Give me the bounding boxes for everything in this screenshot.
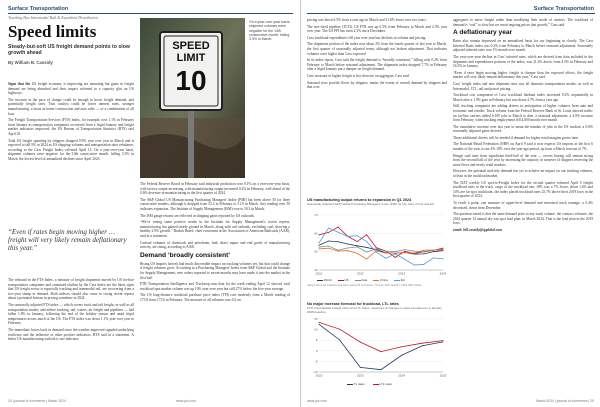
rates-chart-plot: [307, 316, 447, 380]
data-point: [360, 367, 361, 368]
y-tick-label: -10: [313, 370, 318, 374]
paragraph: The question raised is that the same demand prior to any truck volume: the contract volumes, the 2024 quarter 14 annual dry van spot load plan; in March 2024. That is the load plan in the 2019 lows.: [453, 212, 593, 226]
data-point: [395, 257, 396, 258]
legend-ltl: [373, 382, 392, 386]
section-subtitle: Trucking Has Intermodal Rail & Expedited Distribution: [8, 15, 98, 20]
chart-legend: [347, 382, 392, 386]
sign-text-num: 10: [175, 65, 207, 96]
data-point: [338, 250, 339, 251]
y-tick-label: 60: [314, 231, 318, 236]
paragraph: FTR Transportation Intelligence and Truckstop.com data for the week ending April 12 showed total truckload spot market volume was up 10% year over year but still 27% below the five-year average.: [140, 282, 290, 291]
legend-label: China: [380, 278, 388, 282]
data-point: [414, 265, 415, 266]
paragraph: Those additional drivers will be needed if demand for higher retail margins grows time.: [453, 135, 579, 140]
series-line-ltl-rates: [319, 322, 443, 351]
column-1-top: [8, 82, 134, 227]
paragraph: “Even if rates begin moving higher, freight is cheaper than the expected effects, the freight market will very likely remain deflationary this year,” Cass said.: [453, 70, 593, 80]
data-point: [319, 245, 320, 246]
legend-us: [338, 278, 349, 282]
section-header: Surface Transportation: [533, 6, 594, 12]
paragraph: Rates also remain depressed on an annualized basis for our beginning in closely. The Cass Inferred Rates index was 0.2% from February to March before seasonal adjustment. Seasonally adjusted inferred rates rose 1% month over month.: [453, 39, 593, 53]
paragraph: Still, trucking companies are adding drivers in anticipation of higher volumes from auto and economic and retailer. Truck volume from the Federal Reserve Bank of St. Louis showed traffic on for-hire carriers added 6,100 jobs in March to date, a seasonal adjustment, a 4.9% increase from February, when trucking employment fell 4,000 month over month.: [453, 104, 593, 123]
data-point: [357, 245, 358, 246]
legend-eu: [394, 278, 405, 282]
chart-title: US manufacturing output returns to expansion in Q1 2024: [307, 198, 412, 202]
data-point: [404, 259, 405, 260]
paragraph: Cass' measure of higher freight is less decisive on aggregate, Cass said.: [307, 73, 410, 78]
paragraph: “We’re seeing some positive trends in the Institute for Supply Management's recent reports, manufacturing has gained steady ground in March, along with rail carloads, excluding coal, showing a healthy 2.9% growth,” Beulah Beard, chief economist at the Association of American Railroads (AAR), said in a statement.: [140, 220, 290, 238]
sign-text-mid: LIMIT: [176, 52, 206, 64]
column-4: [453, 18, 593, 396]
legend-label: TL rates: [353, 382, 365, 386]
data-point: [385, 258, 386, 259]
data-point: [381, 369, 382, 370]
data-point: [360, 342, 361, 343]
y-tick-label: 40: [314, 268, 318, 272]
data-point: [319, 234, 320, 235]
data-point: [443, 340, 444, 341]
legend-china: [373, 278, 388, 282]
sign-text-top: SPEED: [172, 40, 210, 52]
header-rule: [8, 13, 293, 14]
legend-swatch: [394, 280, 400, 281]
data-point: [366, 247, 367, 248]
data-point: [347, 243, 348, 244]
data-point: [395, 251, 396, 252]
paragraph: Total US freight spending by shippers dropped 9.9% year over year in March and is expected to fall 9% in 2024 as US shipping volumes and transportation rates rebalance, according to the Cass Freight Index, released April 15. On a year-over-year basis, shipment volumes were negative for the 14th consecutive month, falling 3.3% in March, the lowest level of annualized declines since April 2023.: [8, 138, 134, 161]
data-point: [422, 345, 423, 346]
paragraph: The seasonally adjusted FTS index — which covers truck and rail freight, as well as all transportation modes, and airline trucking, rail, waters, air freight and pipelines — had fallen 1.8% in January, following the end of the holiday season and amid frigid temperatures across much of the US. The FTS index was down 1.1% year over year in February.: [8, 302, 134, 326]
data-point: [395, 253, 396, 254]
lead-in: Signs that the: [8, 82, 31, 86]
x-tick-label: 2023: [398, 271, 406, 276]
paragraph: However, the potential mid-tidy demand has yet to achieve an impact on our trucking volumes, at least in the truckload market.: [453, 169, 593, 179]
paragraph: Rising US imports haven't had much discernible impact on trucking volumes yet, but that could change if freight volumes grow. According to a Purchasing Managers' Index from S&P Global and the Institute for Supply Management, new orders reported to recent months may have made it into the market in the first half.: [140, 261, 290, 280]
data-point: [319, 242, 320, 243]
paragraph: aggregates to move freight rather than modifying their mode of carriers. The truckload of demand is “soft” to slow but we await ongoing prices that growth,” Cass said.: [453, 18, 593, 27]
y-tick-label: 50: [314, 249, 318, 254]
data-point: [401, 355, 402, 356]
data-point: [338, 227, 339, 228]
data-point: [376, 249, 377, 250]
data-point: [357, 241, 358, 242]
paragraph: The immediate forces back in demand since the weather improved signaled underlying resilience and the influence of other positive indicators. BTS said in a statement. A better US manufacturing outlook is one indicator.: [8, 327, 134, 342]
legend-label: US: [344, 278, 349, 282]
data-point: [443, 258, 444, 259]
y-tick-label: 70: [314, 213, 318, 217]
data-point: [433, 257, 434, 258]
x-tick-label: 2025: [439, 373, 447, 378]
footer-url[interactable]: www.joc.com: [307, 399, 327, 403]
series-line-eu: [319, 228, 443, 265]
data-point: [376, 247, 377, 248]
data-point: [328, 241, 329, 242]
legend-label: EU: [400, 278, 405, 282]
data-point: [376, 248, 377, 249]
header-rule: [307, 13, 595, 14]
x-tick-label: 2024: [439, 271, 447, 276]
data-point: [328, 248, 329, 249]
data-point: [347, 248, 348, 249]
photo-caption: On a year-over-year basis, shipment volumes were negative for the 14th consecutive month, falling 3.3% in March.: [249, 20, 291, 42]
legend-swatch: [347, 384, 353, 385]
pull-quote: “Even if rates begin moving higher … freight will very likely remain deflationary this year.”: [8, 228, 127, 252]
data-point: [414, 253, 415, 254]
data-point: [422, 343, 423, 344]
data-point: [366, 241, 367, 242]
article-byline: By William B. Cassidy: [8, 60, 53, 65]
footer-url[interactable]: www.joc.com: [176, 399, 196, 403]
data-point: [338, 232, 339, 233]
data-point: [423, 264, 424, 265]
data-point: [366, 259, 367, 260]
data-point: [319, 322, 320, 323]
data-point: [423, 250, 424, 251]
x-tick-label: 2023: [356, 373, 364, 378]
data-point: [443, 248, 444, 249]
data-point: [338, 251, 339, 252]
legend-swatch: [355, 280, 361, 281]
column-3: [307, 18, 447, 196]
paragraph: The Freight Transportation Services (FTS) Index, for example, rose 1.1% in February from January as transportation companies recovered from a frigid January and freight market indicators improved, the US Bureau of Transportation Statistics (BTS) said April 10.: [8, 118, 134, 136]
paragraph: The US long-distance truckload purchase price index (TPI) rose modestly from a March reading of 173.8 from 175.6 in February. The measure of all volumes rose 0.4 on.: [140, 293, 290, 302]
y-tick-label: -5: [314, 359, 318, 364]
data-point: [319, 324, 320, 325]
legend-tl: [347, 382, 365, 386]
chart-subtitle: Seasonally adjusted S&P Global Purchasing Managers' Index (PMI) for US, Asia, China and EU: [307, 202, 435, 206]
column-2: [140, 182, 290, 397]
x-tick-label: 2022: [356, 271, 364, 276]
paragraph: Carload volumes of chemicals and petroleum, both direct inputs and end goods of manufacturing activity, are rising, according to AAR.: [140, 240, 290, 250]
data-point: [385, 253, 386, 254]
paragraph: Cass' freight index and new shipment rises stay all domestic transportation modes, as well as Intermodal, LTL, rail and parcel pricing.: [453, 81, 593, 91]
data-point: [328, 228, 329, 229]
data-point: [319, 248, 320, 249]
paragraph: The DAT weekly US spot-to-Freight Index for the second quarter released April 9 freight truckload rates to the truck, cargo of the truckload van, 18% was a 7% lower, down 1.4% and 14% are far spot truckloads, the index placed truckload rates 25.7% above their 2019 lows in the first quarter of 2024.: [453, 180, 593, 199]
chart-subtitle: FTR Consolidated Freight Index and LTL Index, measures of changes in rates compared to a January 2008 baseline: [307, 306, 442, 314]
rates-chart: [307, 302, 447, 397]
paragraph: Seasonal rises provide floors by shippers, masks the extent of overall demand by shippers and that over: [307, 80, 447, 90]
legend-label: Asia: [361, 278, 368, 282]
x-tick-label: 2022: [315, 373, 323, 378]
chart-source: Values above 50 indicate expansion, below 50 contraction. Source: S&P Global © 2024 S&P Global: [307, 284, 422, 287]
data-point: [433, 251, 434, 252]
data-point: [381, 351, 382, 352]
author-email[interactable]: email: bill.cassidy@spglobal.com: [453, 227, 503, 232]
legend-swatch: [317, 280, 323, 281]
data-point: [414, 251, 415, 252]
data-point: [357, 246, 358, 247]
data-point: [385, 251, 386, 252]
data-point: [328, 232, 329, 233]
paragraph: In its index report, Cass said the freight demand is “broadly consistent,” falling only 0.2% from February to March before seasonal adjustment. The shipments index dropped 7.7% in February after a frigid January put a damper on freight demand.: [307, 58, 447, 72]
x-tick-label: 2024: [398, 373, 406, 378]
paragraph: Hengst said rates from significant third-half of the year — excess buying will remain strong from the second half of the year by increasing the capacity in turnover of shippers receiving the more flows and newly retail markets.: [453, 153, 593, 167]
paragraph: The rebound in the FTS Index, a measure of freight shipments moved by US for-hire transportation companies and continued rhythm by the Cass Index are the latest signs that US freight sector is especially trucking and intermodal rail, are recovering from a two-year slump in demand. Both indexes should also come to strong recent reports about a potential bottom in pricing sometime in 2024.: [8, 278, 134, 301]
data-point: [443, 249, 444, 250]
data-point: [328, 245, 329, 246]
speed-limit-photo: [140, 18, 245, 178]
data-point: [366, 252, 367, 253]
subhead: A deflationary year: [453, 29, 513, 37]
data-point: [443, 341, 444, 342]
data-point: [338, 241, 339, 242]
data-point: [423, 253, 424, 254]
article-deck: Steady-but-soft US freight demand points to slow growth ahead: [8, 44, 130, 57]
paragraph: The year-over-year decline in Cass' inferred rates, which are derived from data included in dry shipments and expenditures portions of the index, was 21.4% down, from 4.5% in February and 16.5% in January.: [453, 54, 593, 69]
data-point: [423, 252, 424, 253]
paragraph: The two-fixed pipeline (TLTI), US FTR was up 0.5% from February to March and 2.3% year over year. The US PPI has risen 2.5% since December.: [307, 24, 447, 34]
data-point: [404, 252, 405, 253]
footer-right: March 2024 | journal of commerce | 25: [536, 399, 594, 403]
data-point: [401, 346, 402, 347]
data-point: [347, 236, 348, 237]
data-point: [339, 339, 340, 340]
data-point: [404, 251, 405, 252]
pmi-chart: [307, 198, 447, 300]
footer-left: 24 | journal of commerce | March 2024: [8, 399, 66, 403]
legend-world: [317, 278, 332, 282]
paragraph: The S&P Global US Manufacturing Purchasing Managers' Index (PMI) has been above 50 for three consecutive months, although it dropped from 52.2 in February to 51.9 in March. Any reading over 50 indicates expansion. The Institute of Supply Management (ISM) rose to 50.3 in March.: [140, 197, 290, 211]
data-point: [366, 234, 367, 235]
paragraph: The cumulative increase over last year to mean the number of jobs in the US trucked, a 0.8% seasonally adjusted gains derived.: [453, 124, 593, 134]
paragraph: Cass truckload expenditures fell year over year but declines in volume and pricing.: [307, 35, 427, 40]
section-header: Surface Transportation: [8, 6, 69, 12]
chart-title: No major increase forecast for truckload, LTL rates: [307, 302, 399, 306]
legend-label: World: [323, 278, 332, 282]
right-page: [300, 0, 600, 407]
y-tick-label: 0: [315, 348, 318, 353]
data-point: [357, 235, 358, 236]
paragraph: US freight economy is improving are mounting but gains in freight demand are being absorbed and their impact softened in a capacity glut on US highways.: [8, 82, 134, 96]
data-point: [339, 329, 340, 330]
legend-label: LTL rates: [379, 382, 392, 386]
chart-legend: [317, 278, 405, 282]
data-point: [443, 250, 444, 251]
paragraph: The Federal Reserve Board in February said industrial production rose 0.1% on a year-over-year basis, with factory output increasing, with manufacturing output increased 0.2% in February, well ahead of the 0.6% decrease in manufacturing in the first quarter of 2024.: [140, 182, 290, 196]
paragraph: To reach a point, one measure of upper-level demand and increased truck tonnage, a 0.4% decreased, down from December.: [453, 201, 593, 210]
paragraph: The ISM gauge returns are reflected in shipping gains reported by US railroads.: [140, 213, 255, 218]
subhead: Demand ‘broadly consistent’: [140, 251, 231, 259]
data-point: [404, 249, 405, 250]
legend-swatch: [373, 280, 379, 281]
paragraph: pricing was down 6.5% from a year ago in March and 21.6% lower over two years.: [307, 18, 427, 22]
paragraph: The shipments portion of the index rose about 2% from the fourth quarter of last year to March, the first quarter of seasonally adjusted terms, although not broken adjustment. That indicates volumes were higher than Cass expected.: [307, 42, 447, 56]
pmi-chart-plot: [307, 212, 447, 284]
data-point: [347, 250, 348, 251]
y-tick-label: 10: [314, 327, 318, 332]
paragraph: Truckload cost component of Cass' truckload linehaul index increased 0.2% sequentially in March after a 1.9% gain in February but was down 4.7% from a year ago.: [453, 93, 593, 102]
article-title: Speed limits: [8, 22, 97, 41]
paragraph: The increase in the pace of change could be enough to boost freight demand, and potentially freight rates. That catalyst could be lower interest rates, stronger manufacturing, a boost in home construction and auto sales — or a combination of all four.: [8, 97, 134, 116]
y-tick-label: 15: [314, 317, 318, 321]
legend-asia: [355, 278, 368, 282]
y-tick-label: 5: [315, 338, 318, 343]
x-tick-label: 2021: [315, 271, 323, 276]
data-point: [357, 253, 358, 254]
legend-swatch: [373, 384, 379, 385]
legend-swatch: [338, 280, 344, 281]
data-point: [319, 247, 320, 248]
column-1-bottom: [8, 278, 134, 396]
paragraph: The National Retail Federation (NRF) on April 9 said it now expects US imports in the first 6 months of the year to rise 2% 10% over the year-ago period, up from a March forecast of 7%.: [453, 142, 593, 152]
data-point: [433, 250, 434, 251]
series-line-tl-rates: [319, 324, 443, 369]
data-point: [376, 252, 377, 253]
